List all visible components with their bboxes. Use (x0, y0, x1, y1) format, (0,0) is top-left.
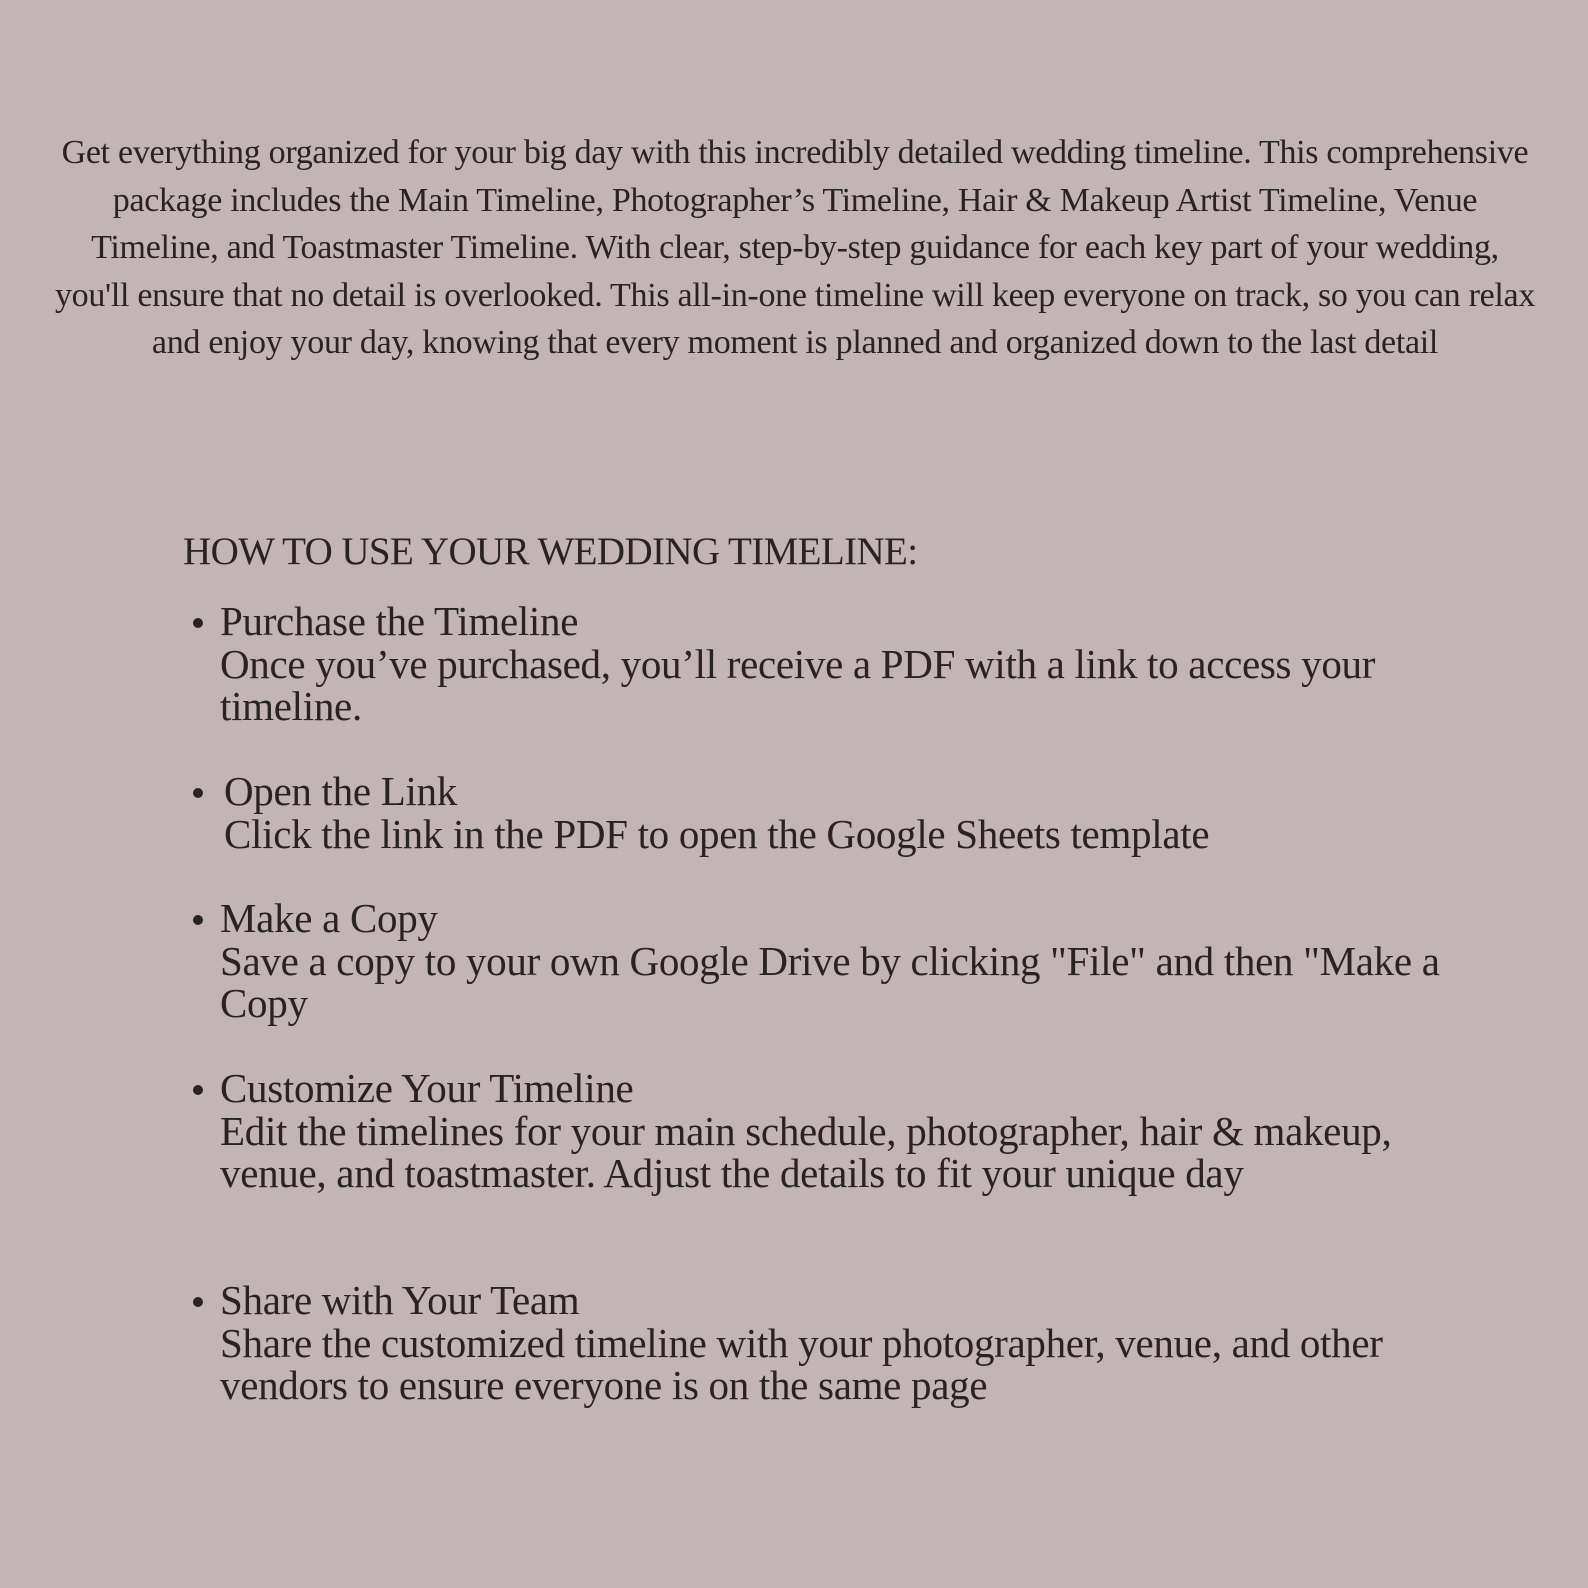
step-title: Purchase the Timeline (220, 598, 579, 644)
howto-heading: HOW TO USE YOUR WEDDING TIMELINE: (183, 530, 918, 573)
bullet-icon (193, 618, 203, 628)
step-title: Customize Your Timeline (220, 1065, 634, 1111)
bullet-icon (193, 1297, 203, 1307)
step-title: Open the Link (224, 768, 457, 814)
step-title: Share with Your Team (220, 1277, 580, 1323)
step-description: Save a copy to your own Google Drive by clicking "File" and then "Make a Copy (220, 937, 1440, 1026)
step-item-share (188, 1279, 1448, 1407)
step-description: Once you’ve purchased, you’ll receive a PDF with a link to access your timeline. (220, 640, 1376, 729)
bullet-icon (193, 1085, 203, 1095)
step-description: Share the customized timeline with your photographer, venue, and other vendors to ensure everyone is on the same page (220, 1319, 1383, 1408)
step-title: Make a Copy (220, 895, 438, 941)
step-description: Click the link in the PDF to open the Google Sheets template (224, 810, 1210, 857)
step-item-purchase (188, 600, 1448, 728)
bullet-icon (193, 788, 203, 798)
step-item-open-link (188, 770, 1448, 855)
step-description: Edit the timelines for your main schedule, photographer, hair & makeup, venue, and toastmaster. Adjust the details to fit your unique day (220, 1107, 1392, 1196)
bullet-icon (193, 915, 203, 925)
intro-paragraph: Get everything organized for your big day with this incredibly detailed wedding timeline. This comprehensive package includes the Main Timeline, Photographer’s Timeline, Hair & Makeup Artist Timeline, Venue Timeline, and Toastmaster Timeline. With clear, step-by-step guidance for each key part of your wedding, you'll ensure that no detail is overlooked. This all-in-one timeline will keep everyone on track, so you can relax and enjoy your day, knowing that every moment is planned and organized down to the last detail (54, 134, 1536, 361)
step-item-make-copy (188, 897, 1448, 1025)
step-item-customize (188, 1067, 1448, 1195)
